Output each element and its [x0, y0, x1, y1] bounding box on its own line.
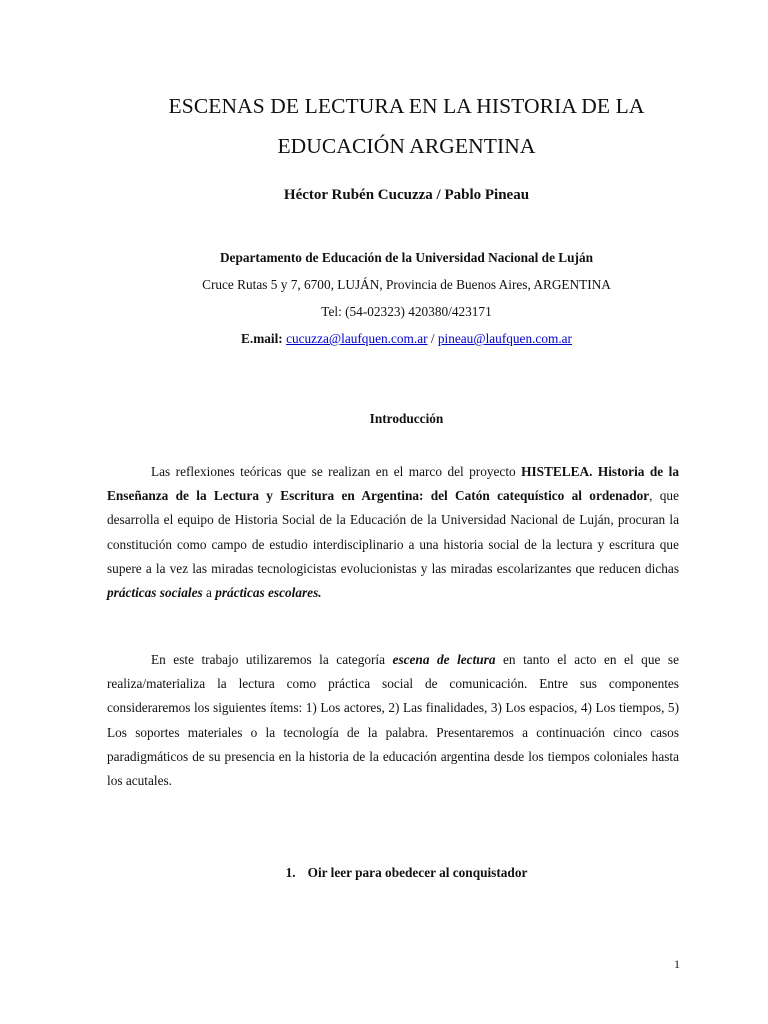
affiliation-email-line	[60, 330, 753, 348]
email-label: E.mail:	[241, 331, 283, 346]
p1-emphasis-practicas-sociales: prácticas sociales	[107, 585, 203, 601]
affiliation-address: Cruce Rutas 5 y 7, 6700, LUJÁN, Provincia de Buenos Aires, ARGENTINA	[202, 277, 611, 292]
introduction-paragraph-1	[107, 460, 679, 605]
p1-project-title: HISTELEA. Historia de la Enseñanza de la Lectura y Escritura en Argentina: del Catón catequístico al ordenador	[107, 464, 679, 504]
p2-text-2: en tanto el acto en el que se realiza/materializa la lectura como práctica social de comunicación. Entre sus componentes consideraremos los siguientes ítems: 1) Los actores, 2) Las finalidades, 3) Los espacios, 4) Los tiempos, 5) Los soportes materiales o la tecnología de la palabra. Presentaremos a continuación cinco casos paradigmáticos de su presencia en la historia de la educación argentina desde los tiempos coloniales hasta los acutales.	[107, 652, 679, 789]
document-title-line-2: EDUCACIÓN ARGENTINA	[277, 134, 536, 158]
section-1-title: Oir leer para obedecer al conquistador	[307, 865, 528, 880]
p2-text-1: En este trabajo utilizaremos la categoría	[151, 652, 393, 667]
introduction-paragraph-2	[107, 648, 679, 793]
email-link-cucuzza[interactable]: cucuzza@laufquen.com.ar	[286, 331, 428, 346]
email-separator: /	[430, 331, 435, 346]
p1-text-2: , que desarrolla el equipo de Historia Social de la Educación de la Universidad Nacional de Luján, procuran la constitución como campo de estudio interdisciplinario a una historia social de la lectura y escritura que supere a la vez las miradas tecnologicistas evolucionistas y las miradas escolarizantes que reducen dichas	[107, 488, 679, 576]
p1-emphasis-practicas-escolares: prácticas escolares.	[215, 585, 322, 601]
affiliation-department: Departamento de Educación de la Universidad Nacional de Luján	[219, 250, 594, 265]
p2-emphasis-escena-de-lectura: escena de lectura	[392, 652, 496, 667]
p1-text-3: a	[202, 585, 216, 601]
document-authors: Héctor Rubén Cucuzza / Pablo Pineau	[283, 187, 530, 203]
introduction-heading: Introducción	[369, 411, 444, 426]
p1-text-1: Las reflexiones teóricas que se realizan en el marco del proyecto	[151, 464, 522, 479]
section-1-number: 1.	[285, 865, 296, 880]
email-link-pineau[interactable]: pineau@laufquen.com.ar	[437, 331, 572, 346]
page-number: 1	[674, 957, 680, 971]
affiliation-phone: Tel: (54-02323) 420380/423171	[321, 304, 492, 319]
section-1-heading	[60, 865, 753, 881]
document-title-line-1: ESCENAS DE LECTURA EN LA HISTORIA DE LA	[168, 94, 645, 118]
